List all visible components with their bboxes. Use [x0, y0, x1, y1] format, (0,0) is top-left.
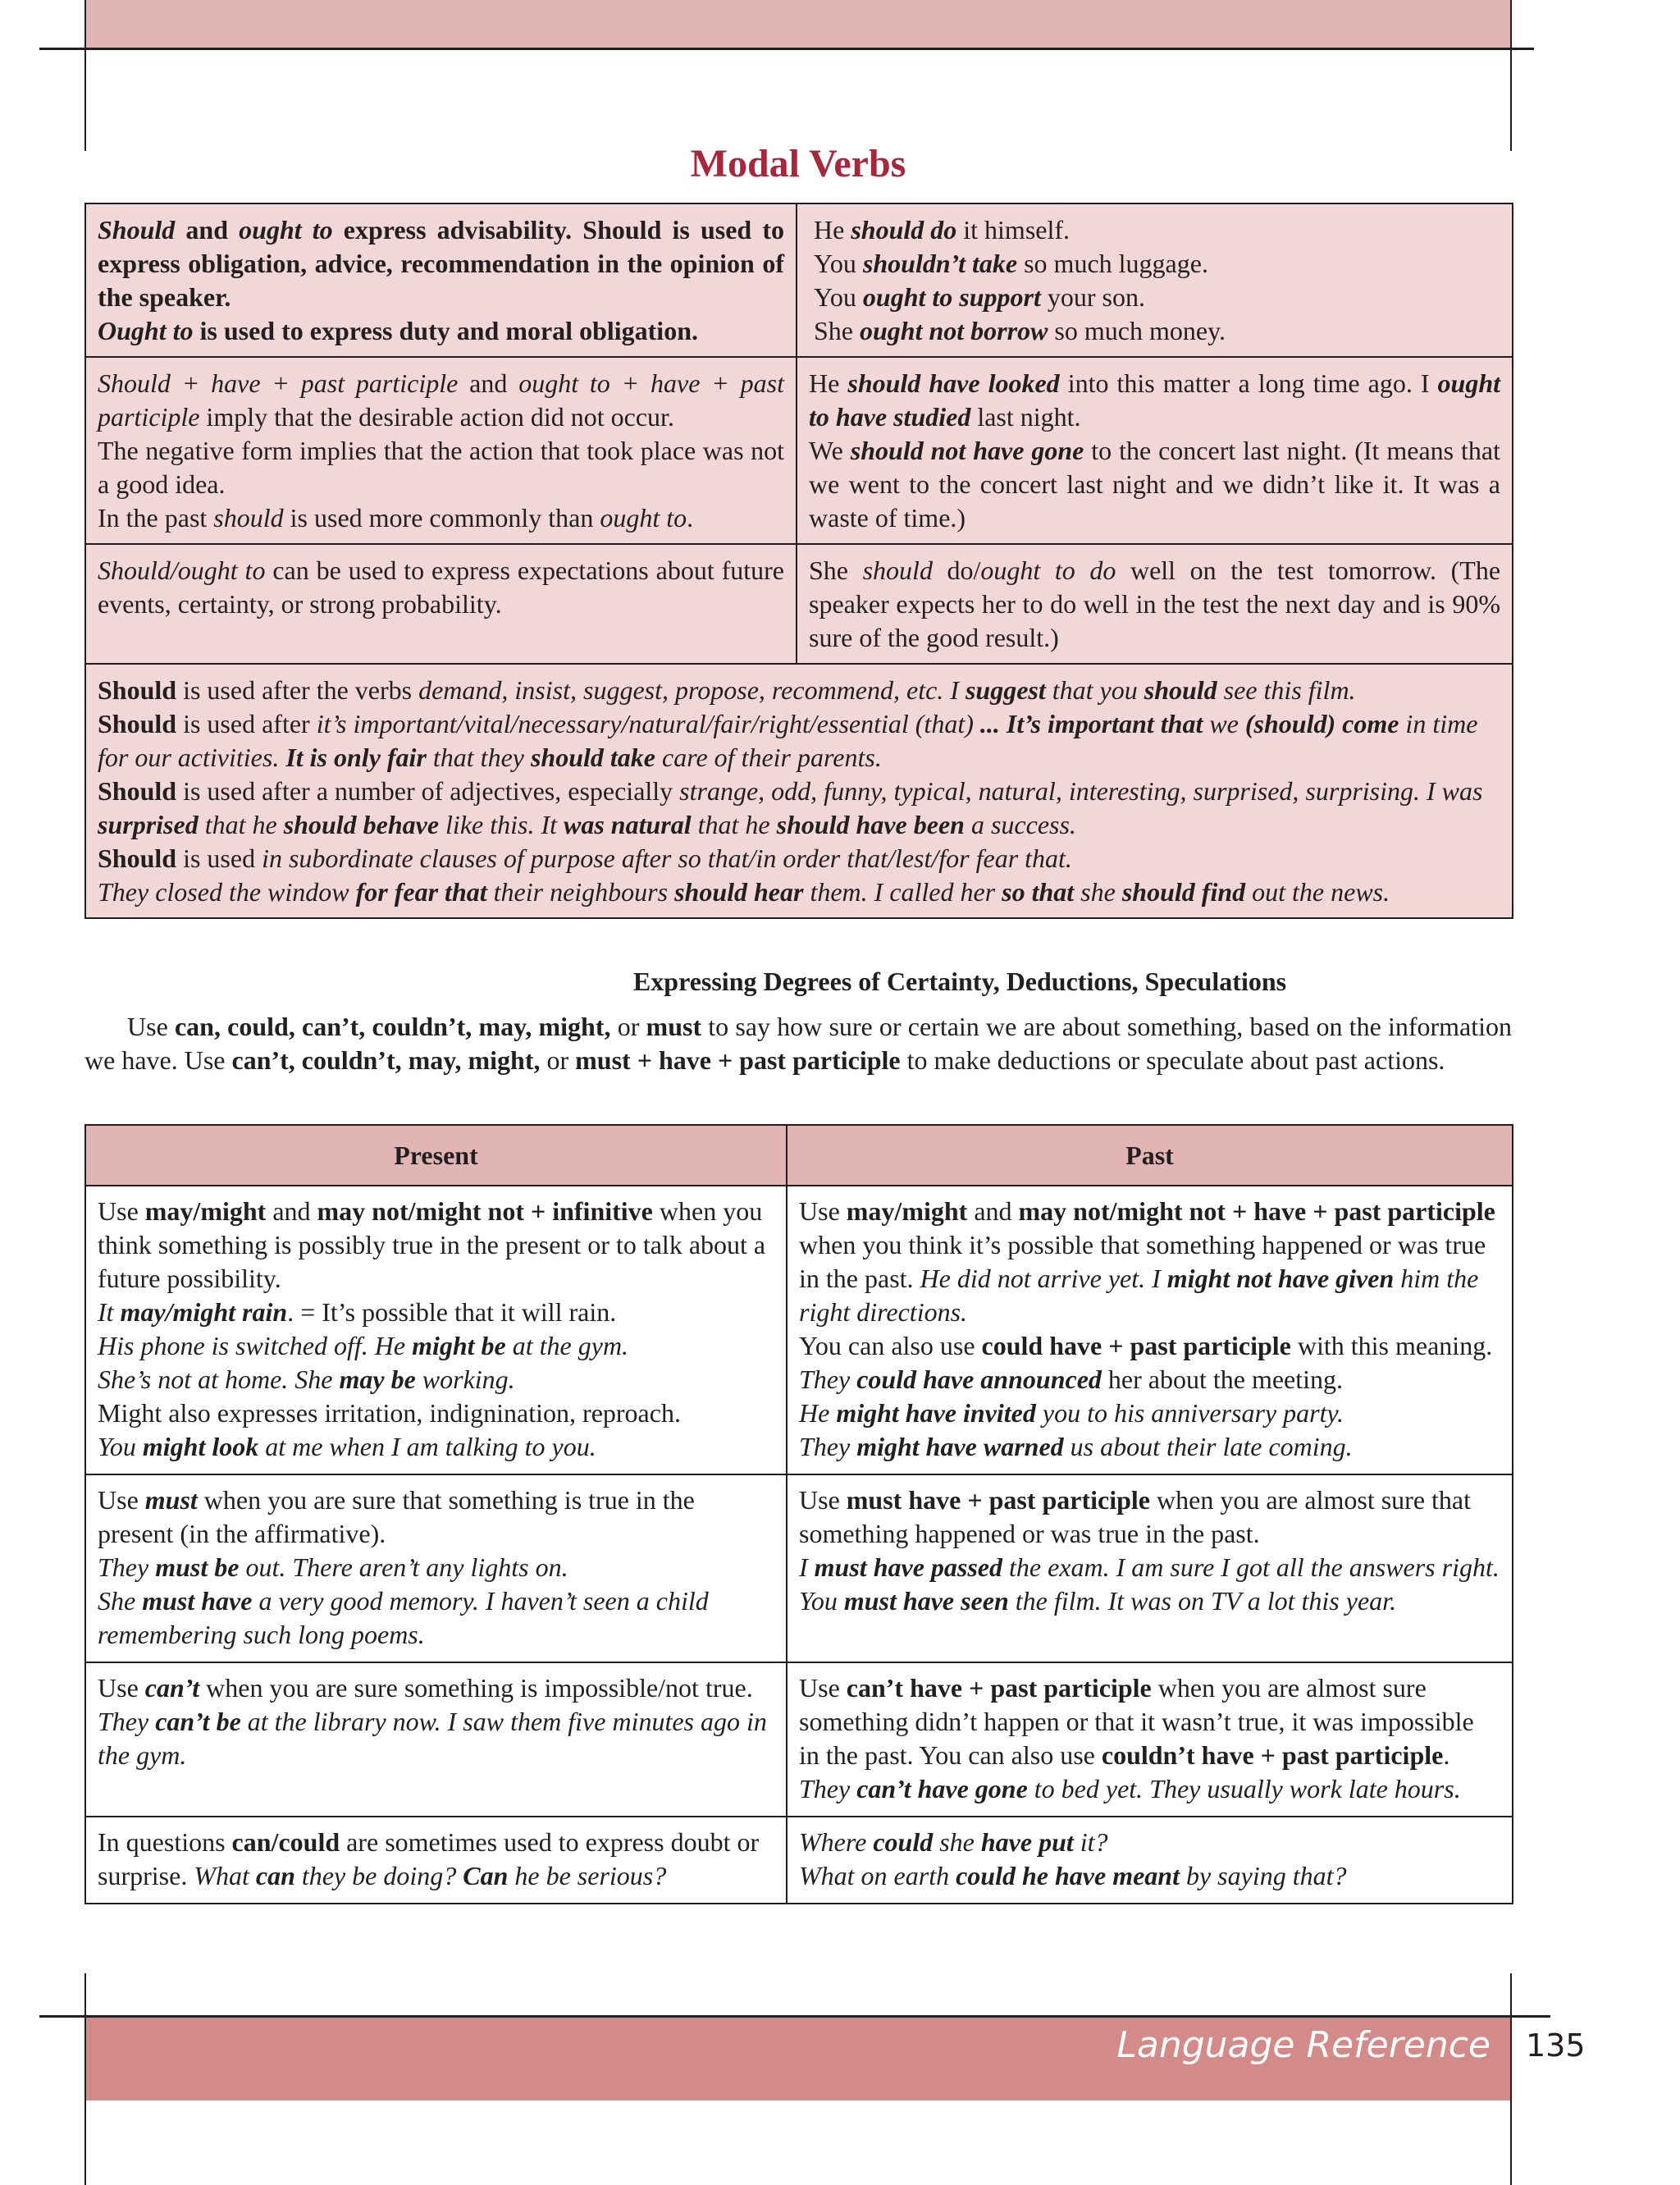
text-run: Use — [98, 1673, 145, 1703]
emphasis-text: (should) come — [1244, 709, 1399, 738]
modal-verbs-table — [84, 203, 1513, 919]
emphasis-text: couldn’t have + past participle — [1101, 1740, 1444, 1770]
rule-cell — [85, 544, 797, 664]
emphasis-text: ought to have studied — [809, 368, 1501, 432]
table-row — [85, 1662, 1513, 1817]
emphasis-text: Should — [98, 843, 177, 873]
text-line — [98, 1705, 774, 1772]
text-run: Might also expresses irritation, indignination, reproach. — [98, 1398, 681, 1428]
text-run: You can also use — [799, 1331, 982, 1360]
emphasis-text: might look — [142, 1432, 259, 1461]
emphasis-text: and — [175, 215, 240, 245]
text-run: ought to + have + past participle — [98, 368, 785, 432]
text-line — [799, 1859, 1500, 1893]
paragraph — [809, 554, 1500, 655]
text-run: His phone is switched off. He — [98, 1331, 413, 1360]
text-run: out the news. — [1245, 877, 1390, 907]
text-run: He did not arrive yet. I — [920, 1264, 1167, 1293]
emphasis-text: can, could, can’t, couldn’t, may, might, — [174, 1012, 611, 1041]
text-run: They closed the window — [98, 877, 356, 907]
text-run: should — [862, 555, 933, 585]
text-run: to say how sure or certain we are about something, based on the information we have. Use — [84, 1012, 1513, 1075]
text-line — [98, 875, 1500, 909]
emphasis-text: should have looked — [847, 368, 1060, 398]
emphasis-text: so that — [1002, 877, 1075, 907]
emphasis-text: should find — [1121, 877, 1246, 907]
text-run: their neighbours — [486, 877, 675, 907]
text-run: that they — [426, 743, 531, 772]
text-run: that he — [198, 810, 284, 839]
table-row — [85, 1817, 1513, 1904]
left-crop-mark — [84, 48, 86, 151]
text-run: . = It’s possible that it will rain. — [287, 1297, 617, 1327]
text-run: They — [799, 1364, 857, 1394]
text-run: She — [814, 316, 860, 345]
text-run: I — [799, 1552, 815, 1582]
text-run: you to his anniversary party. — [1035, 1398, 1344, 1428]
should-usage-cell — [85, 664, 1513, 918]
text-run: We — [809, 436, 851, 465]
text-run: is used after a number of adjectives, especially — [176, 776, 680, 806]
emphasis-text: can’t, couldn’t, may, might, — [231, 1045, 541, 1075]
text-line — [799, 1483, 1500, 1551]
text-run: Use — [98, 1485, 145, 1515]
text-run: Use — [799, 1673, 847, 1703]
text-run: can be used to express expectations about future events, certainty, or strong probability. — [98, 555, 784, 619]
emphasis-text: should — [1144, 675, 1217, 705]
emphasis-text: should hear — [674, 877, 804, 907]
header-row — [85, 1125, 1513, 1186]
example-cell — [797, 203, 1513, 357]
footer-band — [84, 2018, 1512, 2100]
past-cell — [787, 1474, 1513, 1662]
table-row — [85, 664, 1513, 918]
emphasis-text: might not have given — [1166, 1264, 1395, 1293]
text-run: or — [540, 1045, 576, 1075]
text-run: They — [98, 1552, 156, 1582]
text-run: a very good memory. I haven’t seen a child remembering such long poems. — [98, 1586, 709, 1649]
text-run: . — [1443, 1740, 1450, 1770]
text-line — [814, 247, 1500, 281]
emphasis-text: surprised — [98, 810, 199, 839]
table-row — [85, 1474, 1513, 1662]
text-run: The negative form implies that the action that took place was not a good idea. — [98, 436, 784, 499]
present-header: Present — [85, 1125, 787, 1186]
text-run: it himself. — [956, 215, 1071, 245]
text-run: You — [814, 282, 863, 312]
text-run: in subordinate clauses of purpose after so that/in order that/lest/for fear that. — [262, 843, 1072, 873]
emphasis-text: can’t be — [155, 1707, 241, 1736]
emphasis-text: ... It’s important that — [979, 709, 1203, 738]
text-run: You — [814, 249, 863, 278]
emphasis-text: should do — [851, 215, 957, 245]
text-run: to the concert last night. (It means that we went to the concert last night and we didn’t like it. It was a waste of time.) — [809, 436, 1501, 533]
certainty-table — [84, 1124, 1513, 1904]
emphasis-text: should have been — [776, 810, 965, 839]
text-line — [98, 1430, 774, 1464]
text-line — [98, 842, 1500, 875]
text-line — [98, 674, 1500, 707]
text-run: at me when I am talking to you. — [258, 1432, 596, 1461]
present-cell — [85, 1817, 787, 1904]
text-run: Use — [799, 1196, 847, 1226]
text-run: she — [933, 1827, 981, 1857]
text-line — [799, 1826, 1500, 1859]
text-run: In questions — [98, 1827, 232, 1857]
text-line — [799, 1195, 1500, 1329]
text-run: should — [213, 503, 284, 533]
text-run: He — [809, 368, 848, 398]
text-run: care of their parents. — [655, 743, 882, 772]
emphasis-text: should take — [530, 743, 655, 772]
text-run: him the right directions. — [799, 1264, 1479, 1327]
text-run: well on the test tomorrow. (The speaker expects her to do well in the test the next day and is 90% sure of the good result.) — [809, 555, 1501, 652]
emphasis-text: must be — [155, 1552, 240, 1582]
text-run: into this matter a long time ago. I — [1059, 368, 1438, 398]
footer-title: Language Reference — [1116, 2024, 1491, 2066]
text-run: Use — [799, 1485, 847, 1515]
emphasis-text: can/could — [231, 1827, 340, 1857]
emphasis-text: could he have meant — [956, 1861, 1180, 1890]
paragraph — [98, 213, 784, 348]
text-run: when you think it’s possible that something happened or was true in the past. — [799, 1230, 1486, 1293]
text-run: out. There aren’t any lights on. — [239, 1552, 568, 1582]
text-run: to make deductions or speculate about past actions. — [900, 1045, 1445, 1075]
text-run: is used after — [176, 709, 317, 738]
top-rule — [39, 48, 1534, 50]
past-cell — [787, 1817, 1513, 1904]
emphasis-text: must + have + past participle — [575, 1045, 901, 1075]
text-line — [814, 281, 1500, 314]
text-line — [98, 1296, 774, 1329]
text-run: and — [458, 368, 519, 398]
emphasis-text: Ought to — [98, 316, 194, 345]
text-run: You — [98, 1432, 143, 1461]
text-line — [98, 707, 1500, 775]
text-run: She — [809, 555, 863, 585]
emphasis-text: should not have gone — [850, 436, 1084, 465]
emphasis-text: It is only fair — [285, 743, 427, 772]
emphasis-text: Should — [98, 776, 177, 806]
emphasis-text: might have warned — [856, 1432, 1064, 1461]
emphasis-text: for fear that — [355, 877, 487, 907]
text-line — [799, 1772, 1500, 1806]
text-run: Should/ought to — [98, 555, 266, 585]
text-run: the film. It was on TV a lot this year. — [1008, 1586, 1397, 1616]
rule-cell — [85, 357, 797, 544]
text-run: Use — [98, 1196, 145, 1226]
emphasis-text: may/might — [846, 1196, 968, 1226]
text-line — [814, 213, 1500, 247]
text-run: see this film. — [1217, 675, 1356, 705]
text-run: a success. — [964, 810, 1076, 839]
text-run: when you think something is possibly true in the present or to talk about a future possibility. — [98, 1196, 766, 1293]
emphasis-text: suggest — [965, 675, 1046, 705]
text-line — [799, 1584, 1500, 1618]
text-run: her about the meeting. — [1101, 1364, 1344, 1394]
text-line — [98, 1195, 774, 1296]
text-run: we — [1203, 709, 1245, 738]
emphasis-text: Should — [98, 675, 177, 705]
page-title: Modal Verbs — [690, 142, 906, 185]
text-run: to bed yet. They usually work late hours. — [1027, 1774, 1461, 1803]
emphasis-text: Should — [98, 215, 176, 245]
paragraph — [98, 554, 784, 621]
text-run: the exam. I am sure I got all the answers right. — [1002, 1552, 1500, 1582]
present-cell — [85, 1474, 787, 1662]
text-run: is used more commonly than — [283, 503, 600, 533]
emphasis-text: can — [255, 1861, 295, 1890]
table-row — [85, 357, 1513, 544]
emphasis-text: may/might rain — [120, 1297, 288, 1327]
text-run: they be doing? — [294, 1861, 463, 1890]
emphasis-text: may not/might not + infinitive — [317, 1196, 653, 1226]
text-run: and — [967, 1196, 1019, 1226]
emphasis-text: should behave — [283, 810, 440, 839]
emphasis-text: might be — [412, 1331, 506, 1360]
emphasis-text: may not/might not + have + past participle — [1018, 1196, 1495, 1226]
text-run: ought to do — [980, 555, 1116, 585]
past-header: Past — [787, 1125, 1513, 1186]
text-line — [98, 1551, 774, 1584]
text-run: that he — [691, 810, 777, 839]
emphasis-text: was natural — [564, 810, 692, 839]
text-run: do/ — [932, 555, 981, 585]
text-run: It — [98, 1297, 121, 1327]
text-run: What on earth — [799, 1861, 956, 1890]
section-heading: Expressing Degrees of Certainty, Deductions, Speculations — [632, 967, 1287, 996]
text-run: Should + have + past participle — [98, 368, 459, 398]
text-run: so much luggage. — [1017, 249, 1208, 278]
emphasis-text: must have passed — [814, 1552, 1002, 1582]
text-run: your son. — [1040, 282, 1145, 312]
text-line — [98, 1584, 774, 1652]
text-run: when you are sure that something is true in the present (in the affirmative). — [98, 1485, 695, 1548]
text-line — [98, 775, 1500, 842]
text-line — [98, 1826, 774, 1893]
text-run: He — [814, 215, 851, 245]
text-run: last night. — [970, 402, 1081, 432]
text-run: or — [610, 1012, 646, 1041]
past-cell — [787, 1662, 1513, 1817]
text-line — [799, 1551, 1500, 1584]
paragraph — [98, 367, 784, 535]
text-run: and — [266, 1196, 317, 1226]
right-crop-mark — [1510, 48, 1512, 151]
text-run: What — [194, 1861, 256, 1890]
text-run: he be serious? — [508, 1861, 667, 1890]
text-run: ought to — [600, 503, 687, 533]
emphasis-text: have put — [980, 1827, 1074, 1857]
emphasis-text: could have + past participle — [981, 1331, 1291, 1360]
text-run: demand, insist, suggest, propose, recommend, etc. I — [418, 675, 966, 705]
text-run: Where — [799, 1827, 874, 1857]
text-run: She — [98, 1586, 143, 1616]
emphasis-text: can’t have + past participle — [846, 1673, 1152, 1703]
text-line — [814, 314, 1500, 348]
text-run: it’s important/vital/necessary/natural/fair/right/essential (that) — [316, 709, 980, 738]
past-cell — [787, 1186, 1513, 1474]
emphasis-text: might have invited — [836, 1398, 1036, 1428]
text-run: when you are almost sure that something happened or was true in the past. — [799, 1485, 1471, 1548]
emphasis-text: Should — [98, 709, 177, 738]
text-run: He — [799, 1398, 837, 1428]
text-run: . — [687, 503, 694, 533]
text-run: They — [799, 1432, 857, 1461]
text-line — [799, 1671, 1500, 1772]
emphasis-text: shouldn’t take — [862, 249, 1018, 278]
text-line — [98, 1671, 774, 1705]
table-row — [85, 544, 1513, 664]
emphasis-text: ought not borrow — [860, 316, 1048, 345]
text-line — [98, 1483, 774, 1551]
text-line — [98, 1363, 774, 1396]
text-line — [98, 1396, 774, 1430]
text-run: She’s not at home. She — [98, 1364, 340, 1394]
text-run: is used after the verbs — [176, 675, 419, 705]
text-line — [799, 1329, 1500, 1396]
emphasis-text: may/might — [144, 1196, 267, 1226]
emphasis-text: express advisability. Should is used to express obligation, advice, recommendation in the opinion of the speaker. — [98, 215, 785, 312]
text-run: Use — [127, 1012, 175, 1041]
text-run: imply that the desirable action did not occur. — [199, 402, 674, 432]
text-run: working. — [415, 1364, 515, 1394]
emphasis-text: must have — [142, 1586, 253, 1616]
text-line — [98, 1329, 774, 1363]
top-color-band — [84, 0, 1512, 49]
page-number: 135 — [1526, 2027, 1586, 2064]
emphasis-text: can’t — [144, 1673, 200, 1703]
text-run: that you — [1045, 675, 1144, 705]
emphasis-text: Can — [463, 1861, 509, 1890]
example-cell — [797, 357, 1513, 544]
emphasis-text: ought to — [239, 215, 333, 245]
emphasis-text: is used to express duty and moral obligation. — [193, 316, 698, 345]
text-run: at the gym. — [505, 1331, 629, 1360]
paragraph — [809, 367, 1500, 535]
present-cell — [85, 1186, 787, 1474]
emphasis-text: must have + past participle — [846, 1485, 1150, 1515]
emphasis-text: ought to support — [862, 282, 1041, 312]
text-run: in time for our activities. — [98, 709, 1478, 772]
text-run: strange, odd, funny, typical, natural, interesting, surprised, surprising. I was — [679, 776, 1483, 806]
text-run: You — [799, 1586, 844, 1616]
text-run: is used — [176, 843, 262, 873]
text-run: by saying that? — [1179, 1861, 1347, 1890]
text-line — [799, 1396, 1500, 1430]
text-run: when you are sure something is impossible/not true. — [199, 1673, 753, 1703]
intro-text — [84, 1012, 1512, 1075]
text-run: she — [1074, 877, 1122, 907]
text-run: us about their late coming. — [1063, 1432, 1353, 1461]
text-run: with this meaning. — [1290, 1331, 1493, 1360]
emphasis-text: could have announced — [856, 1364, 1102, 1394]
emphasis-text: can’t have gone — [856, 1774, 1028, 1803]
example-cell — [797, 544, 1513, 664]
text-run: are sometimes used to express doubt or surprise. — [98, 1827, 760, 1890]
emphasis-text: must — [144, 1485, 198, 1515]
intro-paragraph — [84, 1010, 1512, 1077]
text-run: so much money. — [1048, 316, 1226, 345]
emphasis-text: must — [646, 1012, 702, 1041]
present-cell — [85, 1662, 787, 1817]
table-row — [85, 1186, 1513, 1474]
text-run: like this. It — [439, 810, 564, 839]
text-run: They — [799, 1774, 857, 1803]
text-run: They — [98, 1707, 156, 1736]
text-line — [799, 1430, 1500, 1464]
text-run: In the past — [98, 503, 214, 533]
emphasis-text: could — [873, 1827, 934, 1857]
emphasis-text: may be — [339, 1364, 416, 1394]
rule-cell — [85, 203, 797, 357]
text-run: when you are almost sure something didn’t happen or that it wasn’t true, it was impossible in the past. You can also use — [799, 1673, 1474, 1770]
text-run: them. I called her — [803, 877, 1002, 907]
text-run: at the library now. I saw them five minutes ago in the gym. — [98, 1707, 767, 1770]
text-run: it? — [1073, 1827, 1108, 1857]
table-row — [85, 203, 1513, 357]
emphasis-text: must have seen — [843, 1586, 1009, 1616]
